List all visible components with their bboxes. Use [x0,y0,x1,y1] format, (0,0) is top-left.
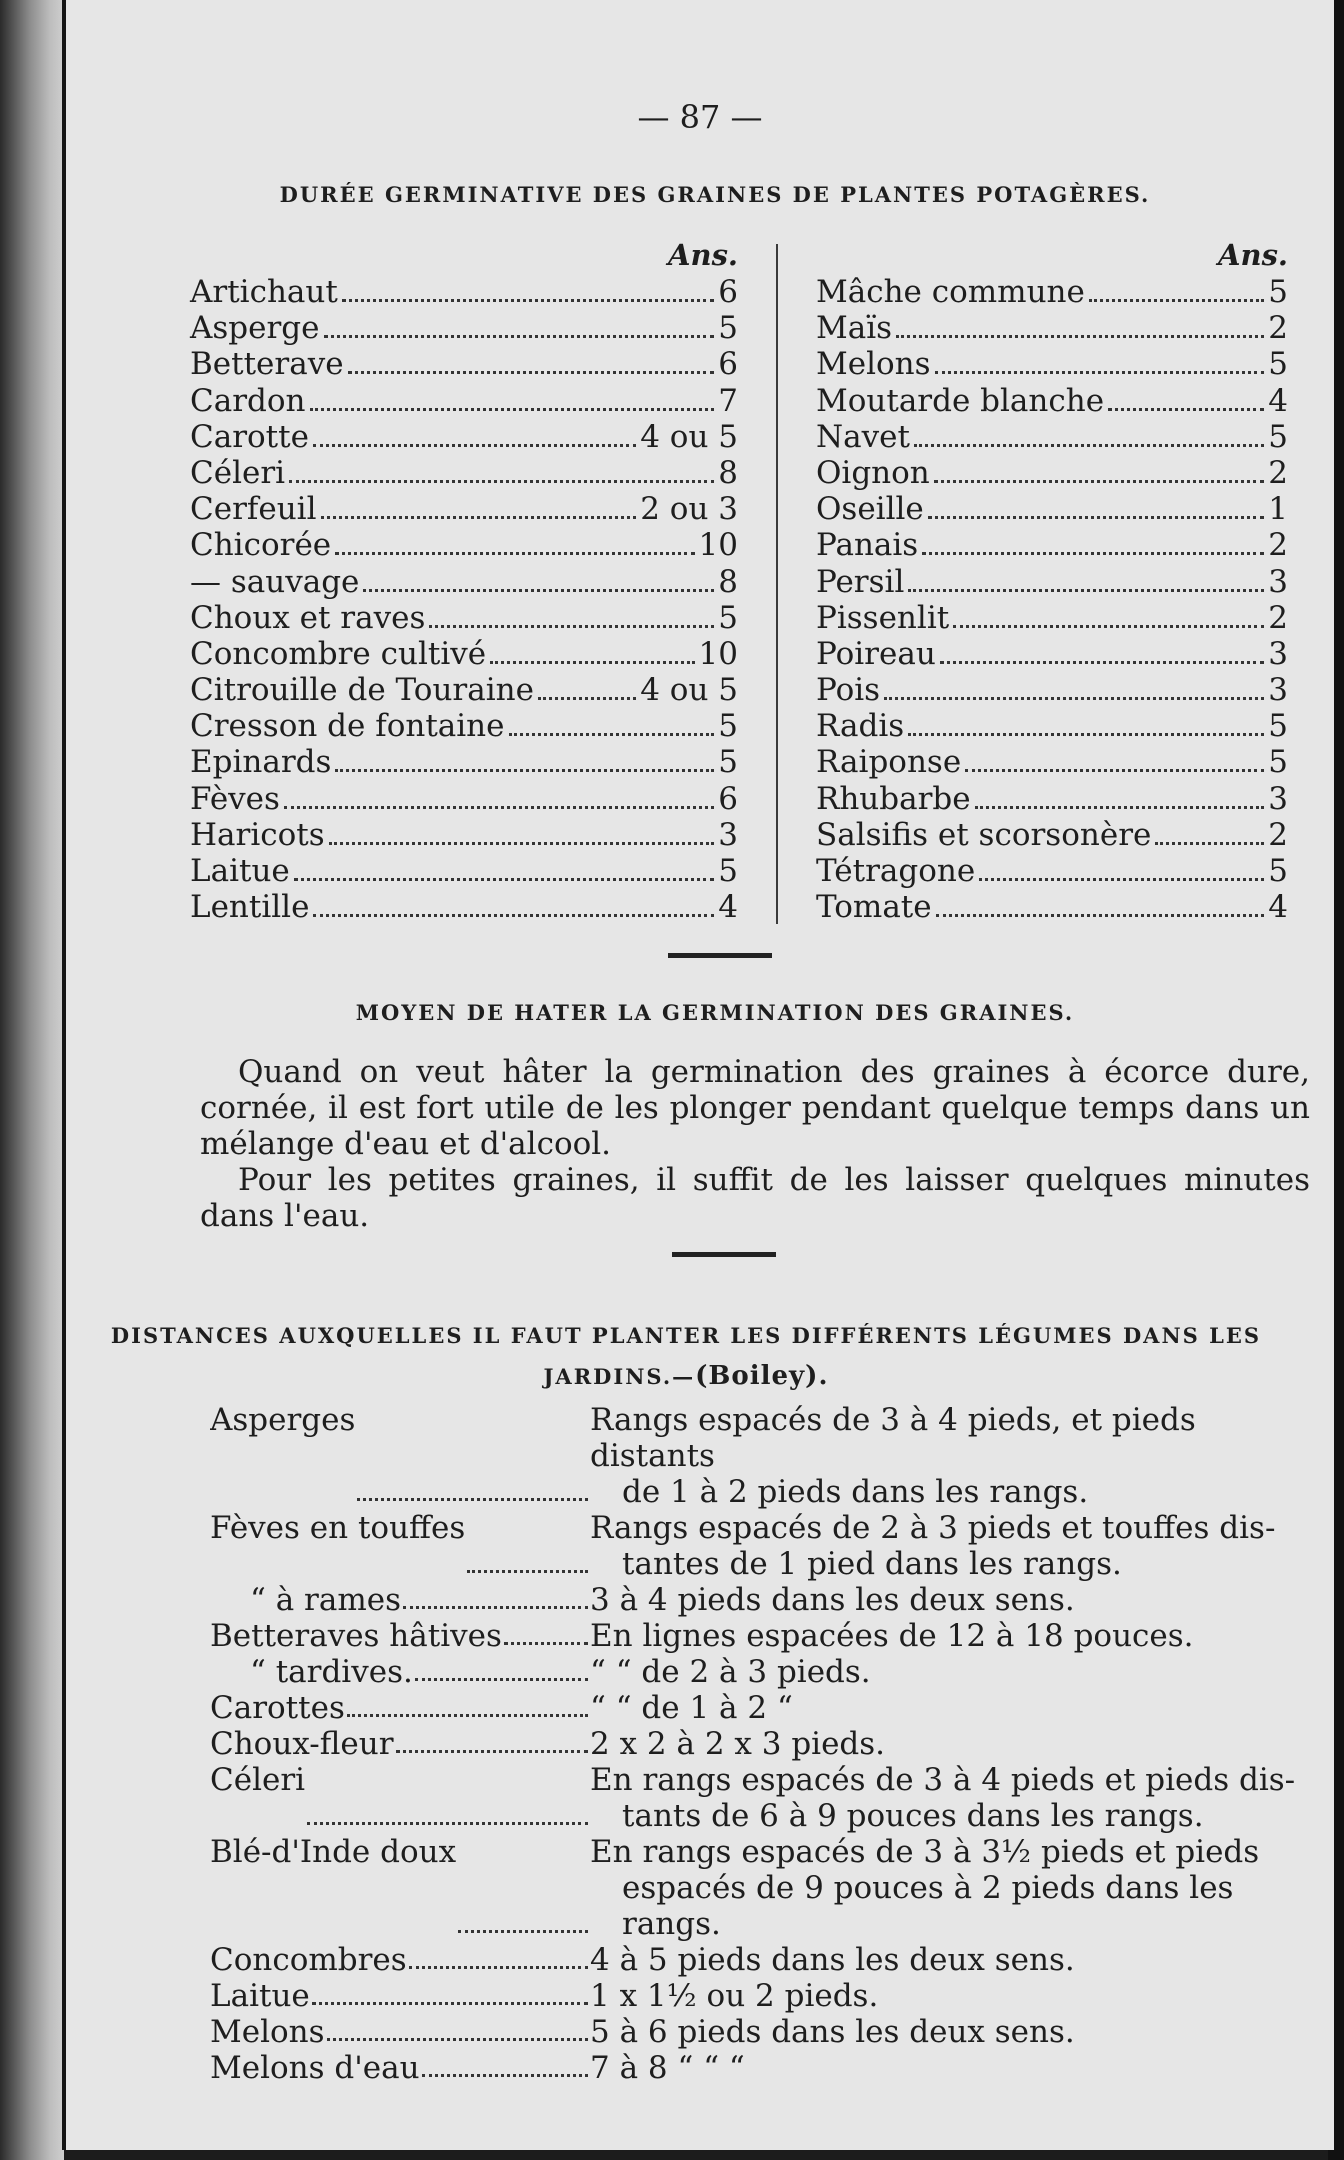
leader-dots [896,335,1264,338]
germination-years: 1 [1268,491,1288,528]
germination-years: 2 ou 3 [640,491,738,528]
germination-years: 5 [718,708,738,745]
germination-row [190,889,738,925]
germination-row [754,491,1288,527]
spacing-row [210,1762,1310,1834]
plant-name: Haricots [190,816,325,853]
germination-row [190,419,738,455]
germination-row [754,889,1288,925]
plant-name: Tétragone [816,853,976,889]
leader-dots [342,299,714,302]
years-column-label: Ans. [1217,238,1288,272]
spacing-line-1: En rangs espacés de 3 à 4 pieds et pieds dis- [590,1762,1296,1798]
plant-name: Poireau [816,635,936,672]
germination-row [190,636,738,672]
germination-row [190,781,738,817]
vegetable-name: Asperges [210,1402,356,1438]
germination-years: 4 [1268,889,1288,926]
germination-years: 10 [698,527,738,564]
spacing-heading-author: (Boiley). [695,1361,829,1391]
spacing-row [210,1654,1310,1690]
leader-dots [953,625,1264,628]
leader-dots [347,1690,588,1717]
leader-dots [979,878,1264,881]
germination-row [754,744,1288,780]
leader-dots [348,371,715,374]
germination-row [190,455,738,491]
spacing-description [590,1402,1310,1510]
leader-dots [310,408,715,411]
leader-dots [538,697,636,700]
germination-years: 2 [1268,454,1288,491]
plant-name: Pissenlit [816,599,950,636]
germination-years: 8 [718,563,738,600]
vegetable-name-cell [210,1762,590,1834]
spacing-line-1: En rangs espacés de 3 à 3½ pieds et pieds [590,1834,1260,1870]
germination-years: 5 [1268,418,1288,455]
germination-row [754,564,1288,600]
germination-years: 4 ou 5 [640,672,738,709]
germination-row [754,527,1288,563]
spacing-line-1: 3 à 4 pieds dans les deux sens. [590,1582,1075,1618]
germination-row [754,346,1288,382]
vegetable-name-cell [210,1510,590,1582]
germination-row [190,672,738,708]
germination-row [754,383,1288,419]
germination-years: 5 [1268,346,1288,383]
spacing-row [210,1942,1310,1978]
plant-name: Radis [816,708,905,745]
germination-years: 3 [1268,563,1288,600]
germination-years: 8 [718,454,738,491]
plant-name: Concombre cultivé [190,635,487,672]
germination-row [754,817,1288,853]
plant-name: Moutarde blanche [816,382,1105,419]
vegetable-name: Fèves en touffes [210,1510,466,1546]
germination-years: 2 [1268,816,1288,853]
germination-years: 3 [1268,635,1288,672]
leader-dots [313,914,714,917]
leader-dots [363,589,714,592]
spacing-row [210,1690,1310,1726]
spacing-line-1: 1 x 1½ ou 2 pieds. [590,1978,879,2014]
vegetable-name-cell [210,1582,590,1618]
germination-years: 5 [1268,274,1288,310]
germination-years: 6 [718,274,738,310]
spacing-description [590,2014,1310,2050]
spacing-row [210,1978,1310,2014]
germination-row [754,274,1288,310]
plant-name: Oseille [816,491,924,528]
spacing-row [210,2014,1310,2050]
plant-name: Melons [816,346,931,383]
leader-dots [307,1762,588,1825]
leader-dots [935,371,1265,374]
vegetable-name-cell [210,1834,590,1942]
plant-name: Rhubarbe [816,780,971,817]
leader-dots [934,480,1264,483]
leader-dots [321,516,637,519]
leader-dots [914,444,1264,447]
germination-years: 4 [1268,382,1288,419]
leader-dots [327,2014,588,2041]
leader-dots [312,1978,588,2005]
germination-row [190,817,738,853]
plant-name: Fèves [190,780,280,817]
plant-name: Chicorée [190,527,332,564]
leader-dots [922,552,1264,555]
vegetable-name: Melons [210,2014,325,2050]
vegetable-name: Choux-fleur [210,1726,394,1762]
plant-name: Asperge [190,310,320,347]
vegetable-name-cell [210,1618,590,1654]
germination-years: 5 [718,744,738,781]
spacing-row [210,1834,1310,1942]
leader-dots [289,480,714,483]
spacing-description [590,1654,1310,1690]
germination-row [190,564,738,600]
vegetable-name: Blé-d'Inde doux [210,1834,457,1870]
plant-name: Persil [816,563,905,600]
plant-name: Artichaut [190,274,338,310]
germination-years: 3 [1268,780,1288,817]
leader-dots [908,733,1264,736]
leader-dots [490,661,694,664]
germination-years: 6 [718,780,738,817]
germination-years: 6 [718,346,738,383]
vegetable-name: Melons d'eau [210,2050,420,2086]
book-gutter [0,0,64,2160]
plant-name: Cerfeuil [190,491,317,528]
leader-dots [975,806,1265,809]
germination-row [190,600,738,636]
spacing-description [590,1834,1310,1942]
germination-years: 5 [718,599,738,636]
leader-dots [458,1834,588,1933]
germination-row [754,636,1288,672]
germination-years: 4 ou 5 [640,418,738,455]
vegetable-name: Betteraves hâtives [210,1618,502,1654]
hasten-paragraph-1: Quand on veut hâter la germination des graines à écorce dure, cornée, il est fort utile de les plonger pendant quelque temps dans un mélange d'eau et d'alcool. [200,1054,1310,1162]
germination-row [190,310,738,346]
germination-row [754,600,1288,636]
plant-name: Choux et raves [190,599,426,636]
plant-name: Oignon [816,454,930,491]
germination-row [190,274,738,310]
leader-dots [936,914,1265,917]
germination-row [754,672,1288,708]
vegetable-name: “ à rames [250,1582,401,1618]
leader-dots [1089,299,1264,302]
vegetable-name-cell [210,1654,590,1690]
spacing-description [590,1726,1310,1762]
leader-dots [335,552,694,555]
plant-name: Mâche commune [816,274,1085,310]
germination-years: 10 [698,635,738,672]
germination-row [754,781,1288,817]
plant-name: Salsifis et scorsonère [816,816,1152,853]
spacing-line-1: 7 à 8 “ “ “ [590,2050,745,2086]
leader-dots [1155,842,1264,845]
leader-dots [329,842,715,845]
germination-left-column [190,236,738,925]
spacing-line-1: 5 à 6 pieds dans les deux sens. [590,2014,1075,2050]
vegetable-name-cell [210,1690,590,1726]
leader-dots [965,769,1264,772]
spacing-line-1: Rangs espacés de 3 à 4 pieds, et pieds distants [590,1402,1196,1474]
germination-row [190,383,738,419]
germination-years: 3 [718,816,738,853]
vegetable-name-cell [210,1726,590,1762]
spacing-description [590,1690,1310,1726]
spacing-description [590,1618,1310,1654]
plant-name: Céleri [190,454,286,491]
vegetable-name-cell [210,1942,590,1978]
germination-row [754,310,1288,346]
spacing-heading-text: DISTANCES AUXQUELLES IL FAUT PLANTER LES DIFFÉRENTS LÉGUMES DANS LES JARDINS.— [110,1323,1262,1389]
section-rule [672,1252,776,1257]
leader-dots [467,1510,588,1573]
germination-row [754,419,1288,455]
spacing-row [210,2050,1310,2086]
plant-name: Laitue [190,853,290,889]
spacing-line-1: 2 x 2 à 2 x 3 pieds. [590,1726,886,1762]
leader-dots [884,697,1264,700]
germination-row [190,527,738,563]
germination-years: 5 [1268,744,1288,781]
plant-name: Pois [816,672,881,709]
germination-row [190,853,738,889]
spacing-line-1: En lignes espacées de 12 à 18 pouces. [590,1618,1194,1654]
plant-name: Carotte [190,418,309,455]
plant-name: Lentille [190,889,310,926]
germination-row [754,455,1288,491]
spacing-line-1: 4 à 5 pieds dans les deux sens. [590,1942,1075,1978]
plant-name: Citrouille de Touraine [190,672,534,709]
germination-row [190,744,738,780]
vegetable-name-cell [210,2014,590,2050]
germination-right-column [754,236,1288,925]
book-page [62,0,1334,2150]
germination-years: 4 [718,889,738,926]
vegetable-name: Céleri [210,1762,306,1798]
leader-dots [357,1402,588,1501]
germination-years: 5 [718,853,738,889]
plant-name: Epinards [190,744,332,781]
leader-dots [504,1618,588,1645]
plant-name: Raiponse [816,744,962,781]
spacing-row [210,1402,1310,1510]
spacing-row [210,1618,1310,1654]
plant-name: Cresson de fontaine [190,708,505,745]
leader-dots [403,1582,588,1609]
germination-years: 2 [1268,310,1288,347]
spacing-line-1: “ “ de 1 à 2 “ [590,1690,793,1726]
leader-dots [313,444,636,447]
leader-dots [422,2050,588,2077]
germination-row [190,491,738,527]
vegetable-name: Concombres [210,1942,407,1978]
germination-row [190,346,738,382]
spacing-line-2: de 1 à 2 pieds dans les rangs. [622,1474,1089,1510]
spacing-description [590,1762,1310,1834]
leader-dots [409,1942,588,1969]
spacing-list [210,1402,1310,2086]
spacing-description [590,1942,1310,1978]
spacing-description [590,1582,1310,1618]
leader-dots [415,1654,588,1681]
germination-years: 7 [718,382,738,419]
spacing-line-1: Rangs espacés de 2 à 3 pieds et touffes dis- [590,1510,1276,1546]
germination-years: 3 [1268,672,1288,709]
spacing-line-2: tants de 6 à 9 pouces dans les rangs. [622,1798,1204,1834]
spacing-description [590,2050,1310,2086]
page-number: — 87 — [637,98,763,136]
vegetable-name-cell [210,1978,590,2014]
germination-years: 5 [1268,853,1288,889]
leader-dots [294,878,715,881]
germination-heading: DURÉE GERMINATIVE DES GRAINES DE PLANTES POTAGÈRES. [279,182,1151,207]
spacing-line-2: espacés de 9 pouces à 2 pieds dans les rangs. [622,1870,1234,1942]
leader-dots [335,769,714,772]
germination-years: 5 [718,310,738,347]
leader-dots [908,589,1264,592]
spacing-row [210,1510,1310,1582]
spacing-row [210,1582,1310,1618]
plant-name: Navet [816,418,910,455]
leader-dots [1108,408,1264,411]
plant-name: — sauvage [190,563,360,600]
years-column-label: Ans. [667,238,738,272]
leader-dots [429,625,714,628]
plant-name: Maïs [816,310,893,347]
hasten-paragraph-2: Pour les petites graines, il suffit de les laisser quelques minutes dans l'eau. [200,1162,1310,1234]
spacing-line-2: tantes de 1 pied dans les rangs. [622,1546,1122,1582]
leader-dots [284,806,714,809]
leader-dots [928,516,1265,519]
germination-years: 5 [1268,708,1288,745]
vegetable-name-cell [210,1402,590,1510]
leader-dots [940,661,1264,664]
vegetable-name: Laitue [210,1978,310,2014]
vegetable-name: Carottes [210,1690,345,1726]
section-rule [668,953,772,958]
germination-row [754,708,1288,744]
spacing-line-1: “ “ de 2 à 3 pieds. [590,1654,871,1690]
vegetable-name: “ tardives. [250,1654,413,1690]
germination-years: 2 [1268,599,1288,636]
spacing-heading [106,1316,1266,1397]
germination-row [190,708,738,744]
plant-name: Tomate [816,889,932,926]
hasten-heading: MOYEN DE HATER LA GERMINATION DES GRAINES. [355,1000,1075,1025]
spacing-row [210,1726,1310,1762]
germination-years: 2 [1268,527,1288,564]
plant-name: Panais [816,527,919,564]
vegetable-name-cell [210,2050,590,2086]
spacing-description [590,1510,1310,1582]
leader-dots [509,733,715,736]
leader-dots [396,1726,588,1753]
plant-name: Betterave [190,346,344,383]
plant-name: Cardon [190,382,306,419]
germination-row [754,853,1288,889]
spacing-description [590,1978,1310,2014]
leader-dots [324,335,715,338]
